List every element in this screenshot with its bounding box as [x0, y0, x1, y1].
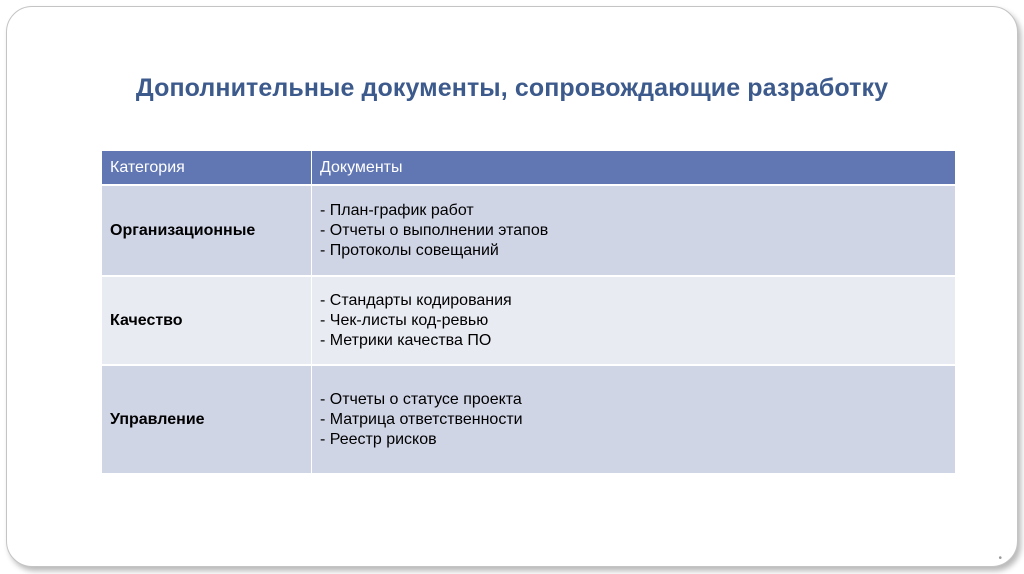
header-category: Категория — [102, 151, 312, 184]
slide-title: Дополнительные документы, сопровождающие разработку — [135, 74, 889, 102]
document-item: - План-график работ — [320, 201, 474, 219]
table-row — [102, 364, 955, 473]
document-item: - Чек-листы код-ревью — [320, 311, 489, 329]
category-cell: Управление — [102, 364, 312, 473]
document-item: - Метрики качества ПО — [320, 331, 492, 349]
page-marker: • — [998, 553, 1002, 564]
document-item: - Реестр рисков — [320, 430, 437, 448]
documents-table — [102, 151, 955, 473]
category-cell: Качество — [102, 275, 312, 364]
table-row — [102, 184, 955, 275]
document-item: - Стандарты кодирования — [320, 291, 512, 309]
table-header-row — [102, 151, 955, 184]
header-documents: Документы — [312, 151, 955, 184]
documents-cell — [312, 364, 955, 473]
document-item: - Отчеты о выполнении этапов — [320, 221, 549, 239]
document-item: - Матрица ответственности — [320, 410, 523, 428]
document-item: - Протоколы совещаний — [320, 241, 499, 259]
table-row — [102, 275, 955, 364]
documents-cell — [312, 184, 955, 275]
category-cell: Организационные — [102, 184, 312, 275]
document-item: - Отчеты о статусе проекта — [320, 390, 522, 408]
documents-cell — [312, 275, 955, 364]
